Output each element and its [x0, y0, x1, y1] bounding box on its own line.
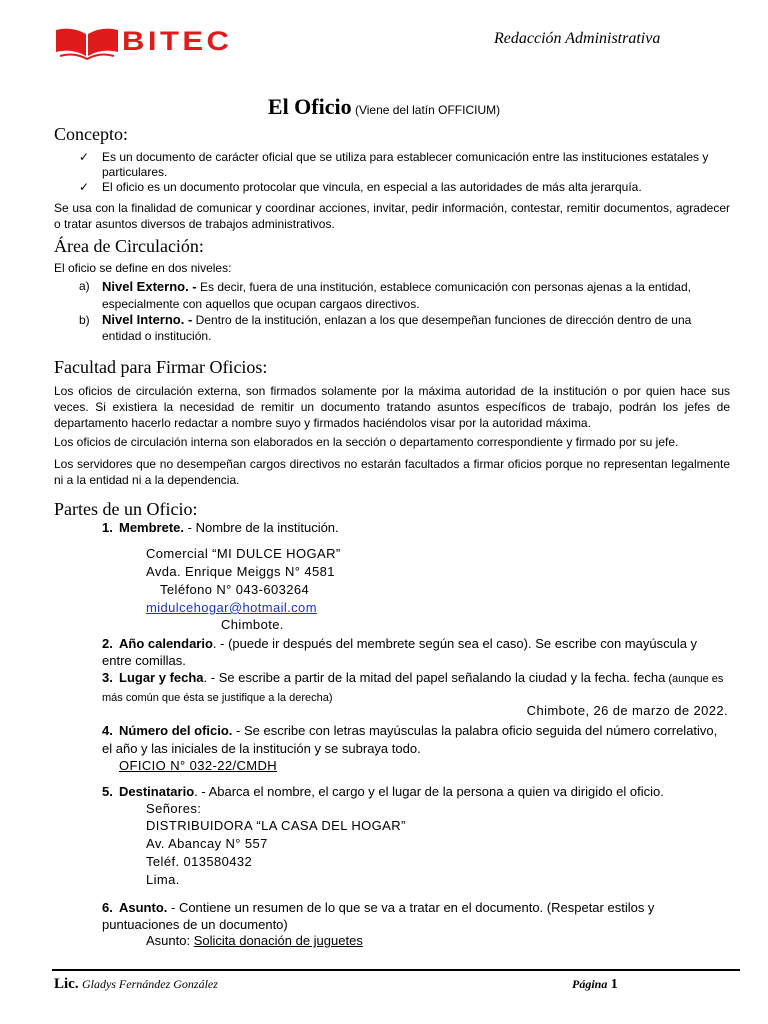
parte-2-num: 2.	[102, 636, 113, 651]
footer-rule	[52, 969, 740, 971]
parte-4-text: - Se escribe con letras mayúsculas la palabra oficio seguida del número correlativo, el año y las iniciales de la institución y se subraya todo.	[102, 723, 718, 756]
dest-l3: Av. Abancay N° 557	[146, 836, 268, 851]
area-marker-b: b)	[79, 313, 90, 327]
area-item-a-term: Nivel Externo. -	[102, 279, 197, 294]
parte-6-num: 6.	[102, 900, 113, 915]
parte-6	[102, 899, 730, 933]
oficio-number-example: OFICIO N° 032-22/CMDH	[119, 758, 278, 773]
dest-l4: Teléf. 013580432	[146, 854, 253, 869]
membrete-email-link[interactable]: midulcehogar@hotmail.com	[146, 600, 317, 615]
parte-5	[102, 784, 730, 799]
parte-3	[102, 669, 730, 707]
membrete-l5: Chimbote.	[221, 617, 284, 632]
area-item-b-term: Nivel Interno. -	[102, 312, 193, 327]
footer-name: Gladys Fernández González	[81, 977, 218, 991]
concepto-bullet-1: Es un documento de carácter oficial que se utiliza para establecer comunicación entre las instituciones estatales y particulares.	[102, 150, 709, 179]
dest-l5: Lima.	[146, 872, 180, 887]
concepto-heading: Concepto:	[54, 124, 128, 144]
area-item-b-text: Dentro de la institución, enlazan a los que desempeñan funciones de dirección dentro de una entidad o institución.	[102, 313, 692, 343]
membrete-l3: Teléfono N° 043-603264	[160, 582, 310, 597]
area-item-a-text: Es decir, fuera de una institución, establece comunicación con personas ajenas a la entidad, especialmente con aquellos que ocupan cargaos directivos.	[102, 280, 691, 311]
fecha-example: Chimbote, 26 de marzo de 2022.	[526, 703, 728, 718]
title-main: El Oficio	[267, 94, 352, 119]
asunto-example	[146, 933, 363, 948]
parte-6-term: Asunto.	[119, 900, 168, 915]
membrete-l2: Avda. Enrique Meiggs N° 4581	[146, 564, 335, 579]
parte-5-term: Destinatario	[119, 784, 195, 799]
parte-4-num: 4.	[102, 723, 113, 738]
facultad-paragraph-1: Los oficios de circulación externa, son firmados solamente por la máxima autoridad de la institución o por quien hace sus veces. Si existiera la necesidad de remitir un documento tratando asuntos específicos de trabajo, podrán los jefes de departamento hacerlo redactar a nombre suyo y firmados haciéndolos visar por la autoridad máxima.	[54, 384, 730, 430]
parte-1-text: - Nombre de la institución.	[184, 520, 339, 535]
parte-1	[102, 520, 339, 535]
parte-5-num: 5.	[102, 784, 113, 799]
facultad-heading: Facultad para Firmar Oficios:	[54, 357, 268, 377]
area-item-b	[102, 312, 730, 344]
bitec-logo	[54, 26, 254, 60]
page-title	[0, 94, 768, 120]
parte-3-num: 3.	[102, 670, 113, 685]
concepto-paragraph: Se usa con la finalidad de comunicar y coordinar acciones, invitar, pedir información, contestar, remitir documentos, agradecer o tratar asuntos diversos de trabajos administrativos.	[54, 201, 730, 231]
footer-page	[572, 977, 618, 993]
footer-prefix: Lic.	[54, 976, 79, 992]
dest-l2: DISTRIBUIDORA “LA CASA DEL HOGAR”	[146, 818, 406, 833]
page-number: 1	[610, 977, 618, 992]
check-icon: ✓	[79, 180, 90, 194]
brand-name: BITEC	[122, 26, 233, 56]
asunto-value: Solicita donación de juguetes	[193, 933, 363, 948]
page-label: Página	[572, 977, 608, 991]
parte-4-term: Número del oficio.	[119, 723, 233, 738]
course-title: Redacción Administrativa	[494, 30, 661, 47]
membrete-l1: Comercial “MI DULCE HOGAR”	[146, 546, 341, 561]
area-marker-a: a)	[79, 279, 90, 293]
dest-l1: Señores:	[146, 801, 202, 816]
area-intro: El oficio se define en dos niveles:	[54, 261, 232, 275]
parte-5-text: . - Abarca el nombre, el cargo y el lugar de la persona a quien va dirigido el oficio.	[194, 784, 664, 799]
asunto-label: Asunto:	[146, 933, 194, 948]
parte-3-term: Lugar y fecha	[119, 670, 204, 685]
parte-3-note: (aunque es más común que ésta se justifique a la derecha)	[102, 673, 724, 704]
check-icon: ✓	[79, 150, 90, 164]
parte-4	[102, 722, 730, 758]
partes-heading: Partes de un Oficio:	[54, 499, 198, 519]
parte-3-text: . - Se escribe a partir de la mitad del papel señalando la ciudad y la fecha. fecha	[203, 670, 666, 685]
parte-2	[102, 635, 730, 669]
area-heading: Área de Circulación:	[54, 236, 204, 256]
parte-2-term: Año calendario	[119, 636, 213, 651]
area-item-a	[102, 278, 730, 313]
parte-1-num: 1.	[102, 520, 113, 535]
parte-1-term: Membrete.	[119, 520, 185, 535]
facultad-paragraph-3: Los servidores que no desempeñan cargos directivos no estarán facultados a firmar oficios porque no representan legalmente ni a la entidad ni a la dependencia.	[54, 457, 730, 487]
parte-6-text: - Contiene un resumen de lo que se va a tratar en el documento. (Respetar estilos y puntuaciones de un documento)	[102, 900, 655, 932]
title-sub: (Viene del latín OFFICIUM)	[354, 103, 501, 117]
book-icon	[54, 26, 120, 60]
concepto-bullet-2: El oficio es un documento protocolar que vincula, en especial a las autoridades de más alta jerarquía.	[102, 180, 642, 194]
parte-2-text: . - (puede ir después del membrete según sea el caso). Se escribe con mayúscula y entre comillas.	[102, 636, 698, 668]
footer-author	[54, 976, 218, 993]
facultad-paragraph-2: Los oficios de circulación interna son elaborados en la sección o departamento correspondiente y firmado por su jefe.	[54, 435, 679, 449]
